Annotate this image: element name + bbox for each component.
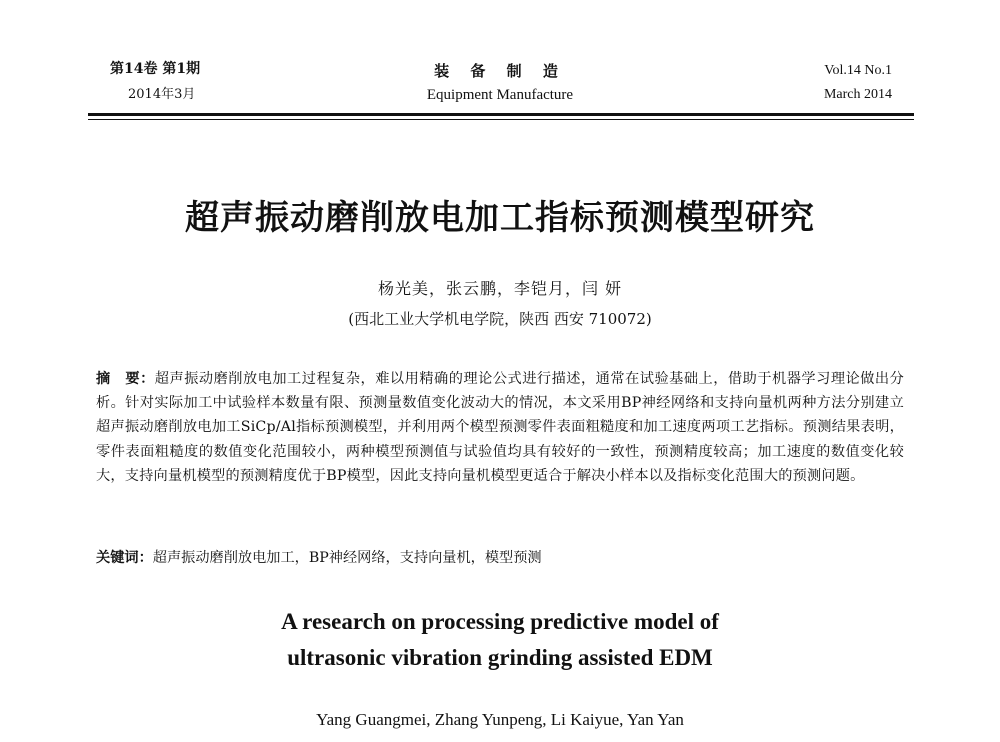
volume-issue-en: Vol.14 No.1	[824, 63, 892, 78]
header-right	[824, 62, 892, 104]
abstract-label: 摘 要：	[96, 371, 155, 387]
keywords	[96, 547, 904, 569]
title-en-line1: A research on processing predictive model of	[281, 609, 719, 634]
journal-name-en: Equipment Manufacture	[426, 87, 574, 103]
header-center	[380, 62, 620, 104]
header-rule-thick	[88, 113, 914, 116]
journal-name-cn: 装 备 制 造	[434, 62, 566, 80]
publication-date-cn: 2014年3月	[128, 87, 196, 102]
volume-issue: 第14卷 第1期	[110, 61, 201, 77]
publication-date-en: March 2014	[823, 87, 892, 102]
paper-title-en	[0, 604, 1000, 676]
keywords-text: 超声振动磨削放电加工，BP神经网络，支持向量机，模型预测	[152, 550, 542, 566]
title-en-line2: ultrasonic vibration grinding assisted EDM	[287, 645, 713, 670]
header-rule-thin	[88, 119, 914, 120]
authors-cn: 杨光美，张云鹏，李铠月，闫 妍	[377, 279, 623, 298]
keywords-label: 关键词：	[96, 550, 153, 566]
abstract	[96, 367, 904, 488]
affiliation-cn: (西北工业大学机电学院，陕西 西安 710072)	[348, 310, 652, 328]
abstract-text: 超声振动磨削放电加工过程复杂，难以用精确的理论公式进行描述，通常在试验基础上，借助于机器学习理论做出分析。针对实际加工中试验样本数量有限、预测量数值变化波动大的情况，本文采用BP神经网络和支持向量机两种方法分别建立超声振动磨削放电加工SiCp/Al指标预测模型，并利用两个模型预测零件表面粗糙度和加工速度两项工艺指标。预测结果表明，零件表面粗糙度的数值变化范围较小，两种模型预测值与试验值均具有较好的一致性，预测精度较高；加工速度的数值变化较大，支持向量机模型的预测精度优于BP模型，因此支持向量机模型更适合于解决小样本以及指标变化范围大的预测问题。	[96, 371, 904, 484]
authors-en: Yang Guangmei, Zhang Yunpeng, Li Kaiyue, Yan Yan	[316, 710, 684, 729]
header-left	[110, 60, 200, 104]
paper-title-cn: 超声振动磨削放电加工指标预测模型研究	[185, 198, 815, 238]
